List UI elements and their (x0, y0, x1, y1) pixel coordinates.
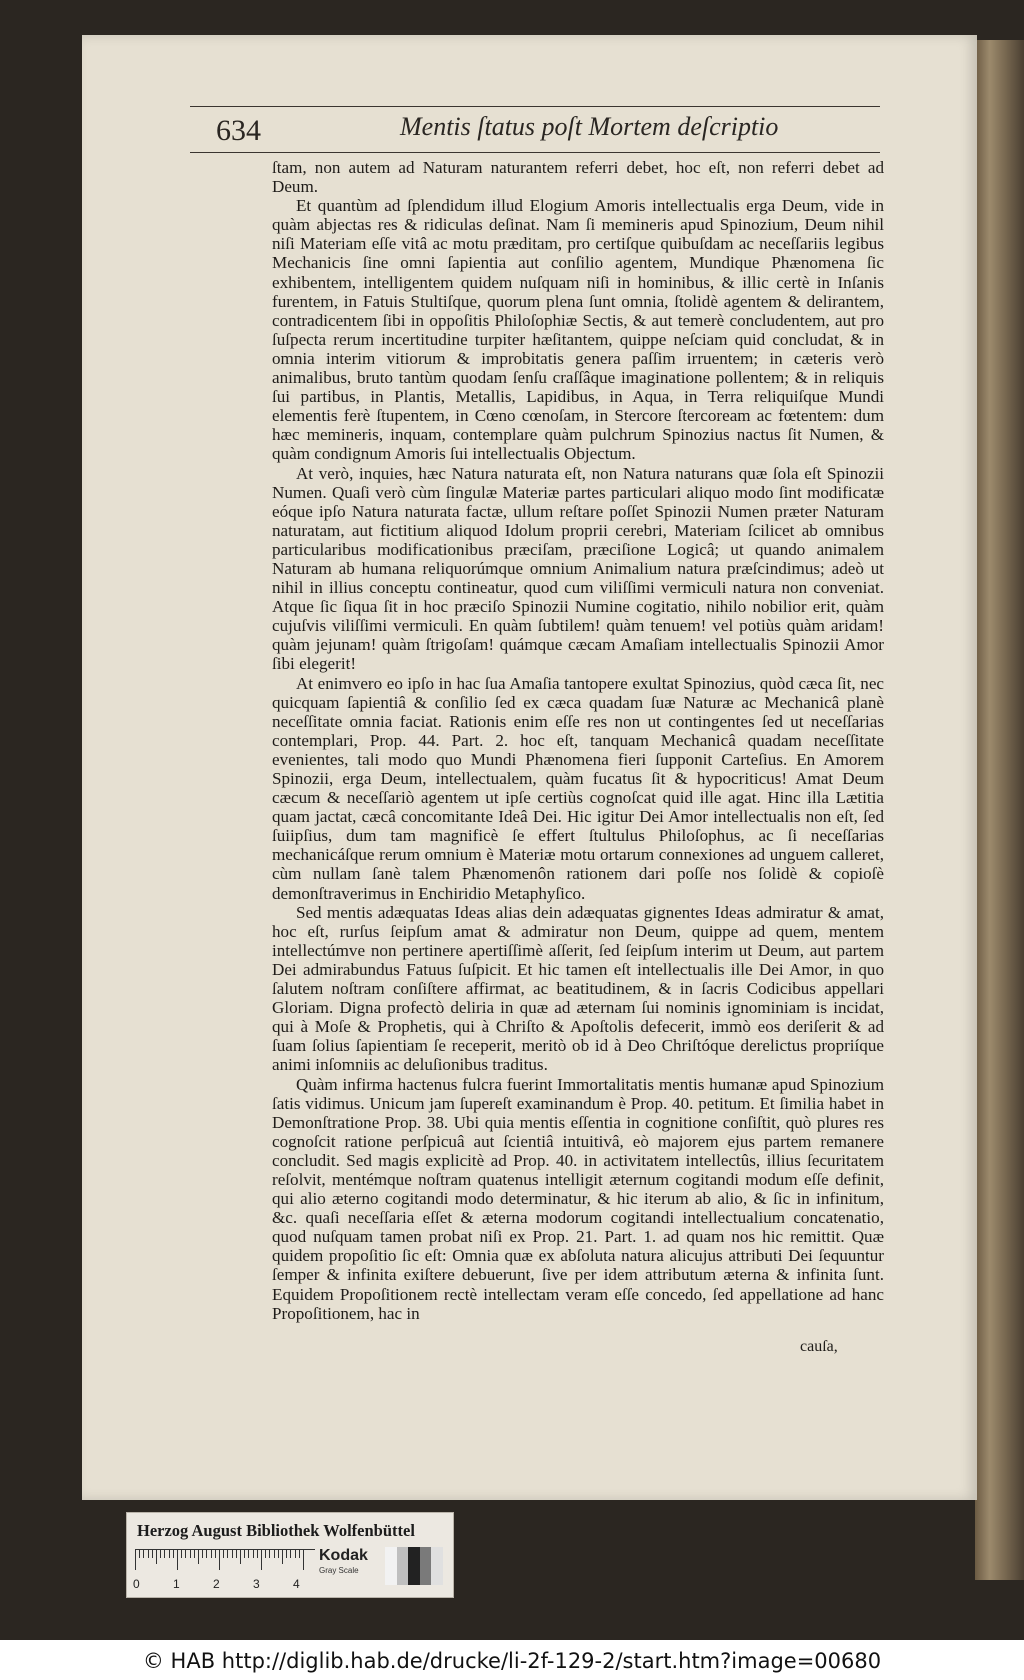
ruler-tick (219, 1550, 220, 1570)
library-name: Herzog August Bibliothek Wolfenbüttel (137, 1521, 415, 1540)
ruler-tick (190, 1550, 191, 1558)
ruler-tick (202, 1550, 203, 1558)
book-edge (975, 40, 1024, 1580)
ruler-tick (135, 1550, 136, 1570)
ruler-tick (227, 1550, 228, 1558)
running-head: Mentis ſtatus poſt Mortem deſcriptio (400, 112, 779, 141)
paragraph: At enimvero eo ipſo in hac ſua Amaſia tantopere exultat Spinozius, quòd cæca ſit, nec quicquam ſapientiâ & conſilio ſed ex cæca quadam ſuæ Naturæ ac Mechanicâ planè neceſſitate omnia faciat. Rationis enim eſſe res non ut contingentes ſed ut neceſſarias contemplari, Prop. 44. Part. 2. hoc eſt, tanquam Mechanicâ quadam neceſſitate evenientes, tali modo quo Mundi Phænomena fieri ſupponit Carteſius. En Amorem Spinozii, erga Deum, intellectualem, quàm fucatus ſit & hypocriticus! Amat Deum cæcum & neceſſariò agentem ut ipſe certiùs cognoſcat quid ille agat. Hinc illa Lætitia quam jactat, cæcâ concomitante Ideâ Dei. Hic igitur Dei Amor intellectualis non eſt, ſed ſuiipſius, dum tam magnificè ſe effert ſtultulus Philoſophus, ac ſi neceſſarias mechanicáſque rerum omnium è Materiæ motu ortarum connexiones ad unguem calleret, cùm nullam ſanè talem Phænomenôn rationem dari poſſe nos ſolidè & copioſè demonſtraverimus in Enchiridio Metaphyſico. (272, 673, 884, 903)
library-label-card (126, 1512, 454, 1598)
ruler-tick (143, 1550, 144, 1558)
kodak-logo: Kodak (319, 1547, 368, 1564)
gray-scale-bars (385, 1547, 443, 1585)
ruler-tick (286, 1550, 287, 1558)
ruler-tick (156, 1550, 157, 1564)
paragraph: Sed mentis adæquatas Ideas alias dein adæquatas gignentes Ideas admiratur & amat, hoc eſt, rurſus ſeipſum amat & admiratur non Deum, quippe ad quem, mentem intellectúmve non pertinere apertiſſimè aſſerit, ſed ſeipſum interim ut Deum, aut partem Dei admirabundus Fatuus ſuſpicit. Et hic tamen eſt intellectualis ille Dei Amor, in quo ſalutem noſtram conſiſtere affirmat, ac beatitudinem, & in ſacris Codicibus appellari Gloriam. Digna profectò deliria in quæ ad æternam ſui nominis ignominiam is incidat, qui à Moſe & Prophetis, qui à Chriſto & Apoſtolis defecerit, immò eos deriſerit & ad ſuam ſolius ſapientiam ſe receperit, meritò ob id à Deo Chriſtóque derelictus propriíque animi inſomniis ac deluſionibus traditus. (272, 902, 884, 1075)
ruler-tick (253, 1550, 254, 1558)
ruler-tick (303, 1550, 304, 1570)
ruler-tick (282, 1550, 283, 1564)
header-rule-top (190, 106, 880, 107)
ruler-number: 4 (293, 1577, 300, 1591)
paragraph: ſtam, non autem ad Naturam naturantem referri debet, hoc eſt, non referri debet ad Deum. (272, 158, 884, 197)
ruler-tick (164, 1550, 165, 1558)
ruler-tick (198, 1550, 199, 1564)
ruler-tick (223, 1550, 224, 1558)
ruler-number: 1 (173, 1577, 180, 1591)
ruler-tick (269, 1550, 270, 1558)
ruler-tick (295, 1550, 296, 1558)
ruler-tick (177, 1550, 178, 1570)
ruler-tick (181, 1550, 182, 1558)
paragraph: Quàm infirma hactenus fulcra fuerint Immortalitatis mentis humanæ apud Spinozium ſatis vidimus. Unicum jam ſupereſt examinandum è Prop. 40. petitum. Et ſimilia habet in Demonſtratione Prop. 38. Ubi quia mentis eſſentia in cognitione conſiſtit, quò plures res cognoſcit ratione perſpicuâ aut ſcientiâ intuitivâ, eò majorem ejus partem remanere concludit. Sed magis explicitè ad Prop. 40. in activitatem intellectûs, illius ſecuritatem reſolvit, mentémque noſtram quatenus intelligit æternum cogitandi modum eſſe definit, qui alio æterno cogitandi modo determinatur, & hic iterum ab alio, & ſic in infinitum, &c. quaſi neceſſaria eſſet & æterna modorum cogitandi intellectualium concatenatio, quod nuſquam tamen probat niſi ex Prop. 21. Part. 1. ad quam nos hic remittit. Quæ quidem propoſitio ſic eſt: Omnia quæ ex abſoluta natura alicujus attributi Dei ſequuntur ſemper & infinita exiſtere debuerunt, ſive per idem attributum æterna & infinita ſunt. Equidem Propoſitionem rectè intellectam veram eſſe concedo, ſed appellatione ad hanc Propoſitionem, hac in (272, 1074, 884, 1323)
catchword: cauſa, (800, 1338, 838, 1355)
ruler-tick (211, 1550, 212, 1558)
ruler-number: 2 (213, 1577, 220, 1591)
ruler-tick (290, 1550, 291, 1558)
ruler-tick (274, 1550, 275, 1558)
body-text (272, 158, 884, 1323)
measurement-ruler (135, 1549, 315, 1572)
footer-bar (0, 1640, 1024, 1680)
paragraph: At verò, inquies, hæc Natura naturata eſt, non Natura naturans quæ ſola eſt Spinozii Numen. Quaſi verò cùm ſingulæ Materiæ partes particulari aliquo modo ſint modificatæ eóque ipſo Natura naturata factæ, ullum reſtare poſſet Spinozii Numen præter Naturam naturatam, aut fictitium aliquod Idolum proprii cerebri, Materiam ſcilicet ab omnibus particularibus modificationibus præciſam, præciſione Logicâ; ut quando animalem Naturam ab humana reliquorúmque omnium Animalium natura præſcindimus; adeò ut nihil in illius conceptu contineatur, quod cum viliſſimi vermiculi natura non conveniat. Atque ſic ſiqua ſit in hoc præciſo Spinozii Numine cogitatio, nihilo nobilior erit, quàm cujuſvis viliſſimi vermiculi. En quàm ſubtilem! quàm tenuem! vel potiùs quàm aridam! quàm jejunam! quàm ſtrigoſam! quámque cæcam Amaſiam intellectualis Spinozii Amor ſibi elegerit! (272, 463, 884, 674)
ruler-tick (215, 1550, 216, 1558)
ruler-tick (148, 1550, 149, 1558)
ruler-tick (278, 1550, 279, 1558)
ruler-tick (261, 1550, 262, 1570)
ruler-tick (206, 1550, 207, 1558)
ruler-tick (185, 1550, 186, 1558)
gray-scale-label: Gray Scale (319, 1566, 359, 1575)
ruler-tick (160, 1550, 161, 1558)
ruler-tick (244, 1550, 245, 1558)
ruler-tick (240, 1550, 241, 1564)
copyright-link[interactable]: © HAB http://diglib.hab.de/drucke/li-2f-129-2/start.htm?image=00680 (142, 1649, 882, 1673)
ruler-tick (169, 1550, 170, 1558)
ruler-tick (139, 1550, 140, 1558)
ruler-tick (257, 1550, 258, 1558)
header-rule-bottom (190, 152, 880, 153)
ruler-number: 0 (133, 1577, 140, 1591)
ruler-tick (194, 1550, 195, 1558)
ruler-tick (265, 1550, 266, 1558)
ruler-tick (248, 1550, 249, 1558)
ruler-tick (152, 1550, 153, 1558)
paragraph: Et quantùm ad ſplendidum illud Elogium Amoris intellectualis erga Deum, vide in quàm abjectas res & ridiculas deſinat. Nam ſi memineris apud Spinozium, Deum nihil niſi Materiam eſſe vitâ ac motu præditam, pro certiſque quibuſdam ac neceſſariis legibus Mechanicis ſine omni ſapientia aut conſilio agentem, Mundique Phænomena ſic exhibentem, intelligentem quidem nuſquam niſi in hominibus, & illic certè in Inſanis furentem, in Fatuis Stultiſque, quorum plena ſunt omnia, ſtolidè agentem & delirantem, contradicentem ſibi in oppoſitis Philoſophiæ Sectis, & aut temerè concludentem, aut pro ſuſpecta rerum incertitudine turpiter hæſitantem, quippe neſciam quid concludat, & in omnia interim vitiorum & improbitatis genera paſſim irruentem; in cæteris verò animalibus, bruto tantùm quodam ſenſu craſſâque imaginatione pollentem; & in reliquis ſui partibus, in Plantis, Metallis, Lapidibus, in Aqua, in Terra reliquiſque Mundi elementis ferè ſtupentem, in Cœno cœnoſam, in Stercore ſtercoream ac fœtentem: dum hæc memineris, inquam, contemplare quàm pulchrum Spinozius nactus ſit Numen, & quàm condignum Amoris ſui intellectualis Objectum. (272, 196, 884, 464)
ruler-number: 3 (253, 1577, 260, 1591)
ruler-tick (232, 1550, 233, 1558)
ruler-tick (173, 1550, 174, 1558)
ruler-tick (299, 1550, 300, 1558)
ruler-tick (236, 1550, 237, 1558)
page-number: 634 (216, 114, 261, 147)
